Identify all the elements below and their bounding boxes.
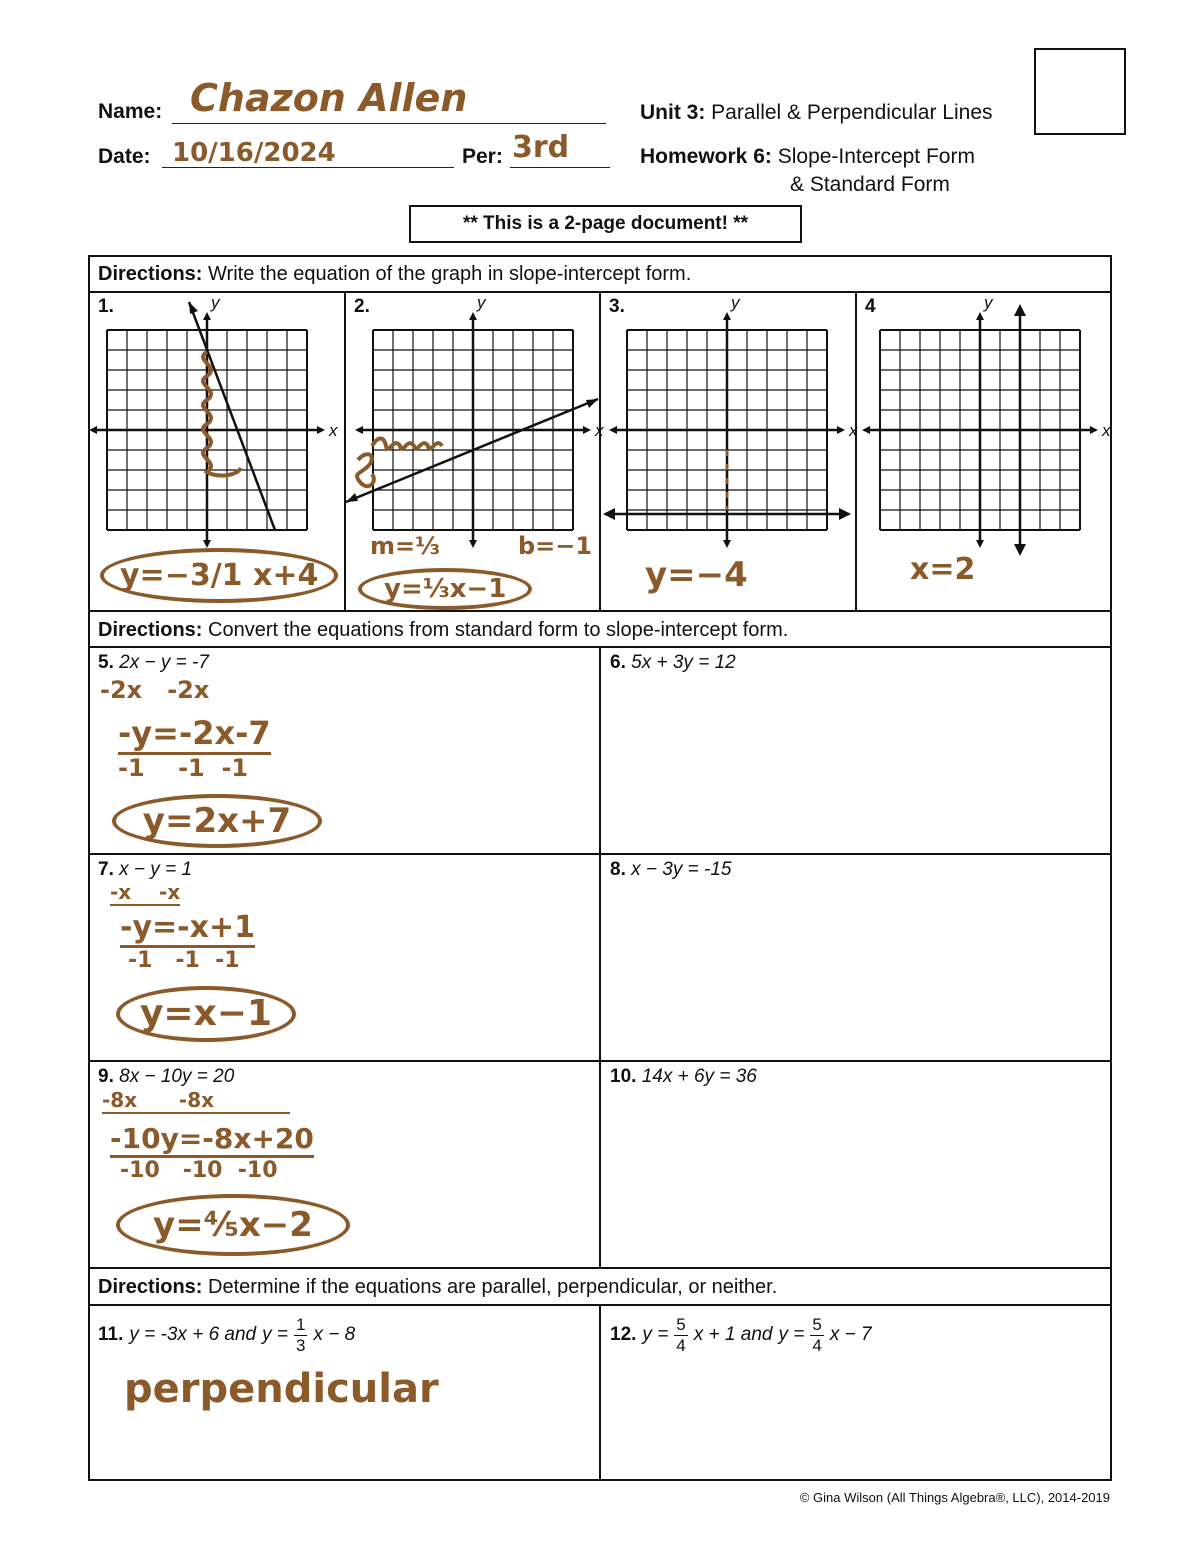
problem-12-equation-b-prefix: y = [778, 1324, 805, 1345]
problem-5-work2: -y=-2x-7 [118, 714, 271, 755]
x-axis-arrow-icon [837, 426, 845, 434]
problem-12-fraction-a [674, 1315, 687, 1356]
y-axis-arrow-icon [203, 540, 211, 548]
x-axis-arrow-icon [609, 426, 617, 434]
problem-11 [98, 1308, 355, 1362]
directions-1-text: Write the equation of the graph in slope-intercept form. [208, 263, 692, 285]
name-label: Name: [98, 100, 163, 123]
problem-6-number: 6. [610, 652, 626, 673]
problem-6-equation: 5x + 3y = 12 [631, 652, 736, 673]
line-arrow-icon [586, 399, 598, 408]
problem-9-work3: -10 -10 -10 [120, 1158, 278, 1183]
problem-7-work2: -y=-x+1 [120, 910, 255, 948]
y-axis-arrow-icon [976, 540, 984, 548]
problem-8 [610, 859, 731, 881]
directions-3-bold: Directions: [98, 1276, 203, 1298]
per-label: Per: [462, 145, 503, 168]
x-axis-label: x [849, 421, 858, 440]
problem-2-number: 2. [354, 296, 370, 317]
x-axis-arrow-icon [1090, 426, 1098, 434]
problem-10-equation: 14x + 6y = 36 [641, 1066, 757, 1087]
y-axis-arrow-icon [469, 540, 477, 548]
y-axis-label: y [477, 293, 486, 312]
fraction-denominator: 4 [676, 1335, 686, 1355]
problem-6 [610, 652, 736, 674]
problem-11-equation-b-prefix: y = [262, 1324, 288, 1345]
line-arrow-icon [839, 508, 851, 520]
problem-2-note-slope: m=⅓ [370, 532, 440, 560]
problem-11-equation-a: y = -3x + 6 and [129, 1324, 257, 1345]
x-axis-arrow-icon [317, 426, 325, 434]
problem-9-answer: y=⅘x−2 [116, 1194, 350, 1256]
per-handwriting: 3rd [512, 130, 570, 165]
problem-5-answer: y=2x+7 [112, 794, 322, 848]
problem-5 [98, 652, 209, 674]
x-axis-label: x [1102, 421, 1111, 440]
problem-5-work3: -1 -1 -1 [118, 754, 249, 782]
directions-3-text: Determine if the equations are parallel, perpendicular, or neither. [208, 1276, 778, 1298]
fraction-numerator: 5 [812, 1314, 822, 1334]
line-arrow-icon [1014, 304, 1026, 316]
x-axis-arrow-icon [355, 426, 363, 434]
problem-7-answer: y=x−1 [116, 986, 296, 1042]
problem-1-answer: y=−3/1 x+4 [100, 548, 338, 603]
problem-12-equation-a-suffix: x + 1 and [693, 1324, 773, 1345]
line-arrow-icon [603, 508, 615, 520]
problem-4-answer: x=2 [910, 552, 976, 587]
x-axis-arrow-icon [89, 426, 97, 434]
y-axis-arrow-icon [723, 312, 731, 320]
y-axis-label: y [731, 293, 740, 312]
problem-7-work1: -x -x [110, 880, 181, 904]
y-axis-arrow-icon [469, 312, 477, 320]
directions-2-text: Convert the equations from standard form to slope-intercept form. [208, 619, 789, 641]
x-axis-label: x [595, 421, 604, 440]
problem-5-number: 5. [98, 652, 114, 673]
fraction-denominator: 3 [296, 1335, 306, 1355]
y-axis-label: y [211, 293, 220, 312]
fraction-numerator: 1 [296, 1314, 306, 1334]
problem-12 [610, 1308, 872, 1362]
directions-3 [98, 1276, 777, 1299]
homework-text2: & Standard Form [790, 173, 950, 196]
unit-text: Parallel & Perpendicular Lines [711, 101, 993, 124]
problem-11-fraction [294, 1315, 307, 1356]
problem-1-number: 1. [98, 296, 114, 317]
x-axis-arrow-icon [583, 426, 591, 434]
problem-12-fraction-b [810, 1315, 823, 1356]
directions-2 [98, 619, 788, 642]
problem-9-work1: -8x -8x [102, 1088, 290, 1114]
problem-12-equation-a-prefix: y = [642, 1324, 669, 1345]
fraction-denominator: 4 [812, 1335, 822, 1355]
problem-9 [98, 1066, 234, 1088]
name-handwriting: Chazon Allen [190, 76, 468, 120]
problem-4-number: 4 [865, 296, 876, 317]
problem-2-note-intercept: b=−1 [518, 532, 593, 560]
problem-8-number: 8. [610, 859, 626, 880]
problem-5-work1: -2x -2x [100, 676, 210, 704]
x-axis-label: x [329, 421, 338, 440]
directions-2-bold: Directions: [98, 619, 203, 641]
problem-2-answer: y=⅓x−1 [358, 568, 532, 610]
directions-1-bold: Directions: [98, 263, 203, 285]
problem-7 [98, 859, 192, 881]
problem-11-answer: perpendicular [124, 1366, 439, 1412]
date-handwriting: 10/16/2024 [172, 138, 336, 168]
line-arrow-icon [189, 302, 198, 314]
x-axis-arrow-icon [862, 426, 870, 434]
y-axis-arrow-icon [203, 312, 211, 320]
problem-9-work2: -10y=-8x+20 [110, 1122, 314, 1158]
problem-12-number: 12. [610, 1324, 637, 1345]
unit-bold: Unit 3: [640, 101, 706, 124]
problem-8-equation: x − 3y = -15 [631, 859, 732, 880]
date-label: Date: [98, 145, 151, 168]
problem-5-equation: 2x − y = -7 [119, 652, 209, 673]
fraction-numerator: 5 [676, 1314, 686, 1334]
y-axis-arrow-icon [976, 312, 984, 320]
problem-10 [610, 1066, 757, 1088]
problem-11-number: 11. [98, 1324, 124, 1345]
homework-bold: Homework 6: [640, 145, 772, 168]
problem-11-equation-b-suffix: x − 8 [313, 1324, 356, 1345]
copyright-footer: © Gina Wilson (All Things Algebra®, LLC), 2014-2019 [799, 1490, 1110, 1505]
problem-3-number: 3. [609, 296, 625, 317]
notice-box: ** This is a 2-page document! ** [409, 205, 802, 243]
problem-9-equation: 8x − 10y = 20 [119, 1066, 235, 1087]
problem-12-equation-b-suffix: x − 7 [829, 1324, 872, 1345]
problem-7-equation: x − y = 1 [119, 859, 193, 880]
y-axis-arrow-icon [723, 540, 731, 548]
line-arrow-icon [1014, 544, 1026, 556]
problem-7-work3: -1 -1 -1 [128, 948, 240, 973]
problem-3-answer: y=−4 [645, 555, 748, 595]
problem-10-number: 10. [610, 1066, 637, 1087]
problem-7-number: 7. [98, 859, 114, 880]
problem-9-number: 9. [98, 1066, 114, 1087]
line-arrow-icon [346, 493, 358, 502]
graph-1-line [189, 302, 275, 530]
y-axis-label: y [984, 293, 993, 312]
homework-text1: Slope-Intercept Form [777, 145, 975, 168]
